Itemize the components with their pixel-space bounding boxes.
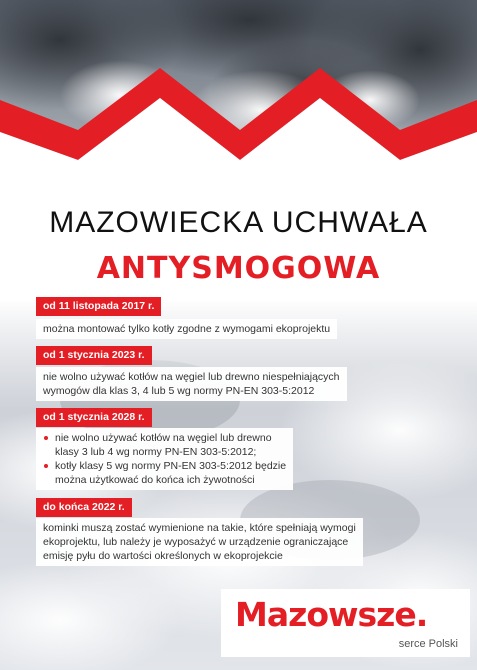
section-3-bullet-list — [43, 431, 286, 487]
section-1-line-1: można montować tylko kotły zgodne z wymogami ekoprojektu — [43, 323, 331, 335]
title-line-2: ANTYSMOGOWA — [96, 251, 381, 286]
section-3-label: od 1 stycznia 2028 r. — [36, 408, 152, 427]
section-2-line-2: wymogów dla klas 3, 4 lub 5 wg normy PN-EN 303-5:2012 — [43, 385, 315, 397]
bullet-2-line-2: można użytkować do końca ich żywotności — [55, 474, 255, 486]
section-3-text — [36, 428, 293, 490]
logo-tagline: serce Polski — [398, 638, 458, 650]
section-2-text — [36, 367, 347, 401]
bullet-1-line-1: nie wolno używać kotłów na węgiel lub drewno — [55, 432, 272, 444]
section-4-line-2: ekoprojektu, lub należy je wyposażyć w urządzenie ograniczające — [43, 536, 349, 548]
mazowsze-logo — [221, 589, 470, 657]
section-4-label: do końca 2022 r. — [36, 498, 132, 517]
section-3-bullet-1 — [43, 431, 286, 459]
title-line-1: MAZOWIECKA UCHWAŁA — [49, 206, 428, 239]
section-1-text — [36, 319, 337, 339]
section-2-label: od 1 stycznia 2023 r. — [36, 346, 152, 365]
section-4-line-3: emisję pyłu do wartości określonych w ekoprojekcie — [43, 550, 283, 562]
bullet-2-line-1: kotły klasy 5 wg normy PN-EN 303-5:2012 będzie — [55, 460, 287, 472]
logo-wordmark: Mazowsze. — [235, 595, 428, 634]
section-4-text — [36, 518, 363, 566]
section-2-line-1: nie wolno używać kotłów na węgiel lub drewno niespełniających — [43, 371, 340, 383]
section-3-bullet-2 — [43, 459, 286, 487]
section-1-label: od 11 listopada 2017 r. — [36, 297, 161, 316]
bullet-1-line-2: klasy 3 lub 4 wg normy PN-EN 303-5:2012; — [55, 446, 257, 458]
section-4-line-1: kominki muszą zostać wymienione na takie, które spełniają wymogi — [43, 522, 356, 534]
red-zigzag — [0, 68, 477, 160]
